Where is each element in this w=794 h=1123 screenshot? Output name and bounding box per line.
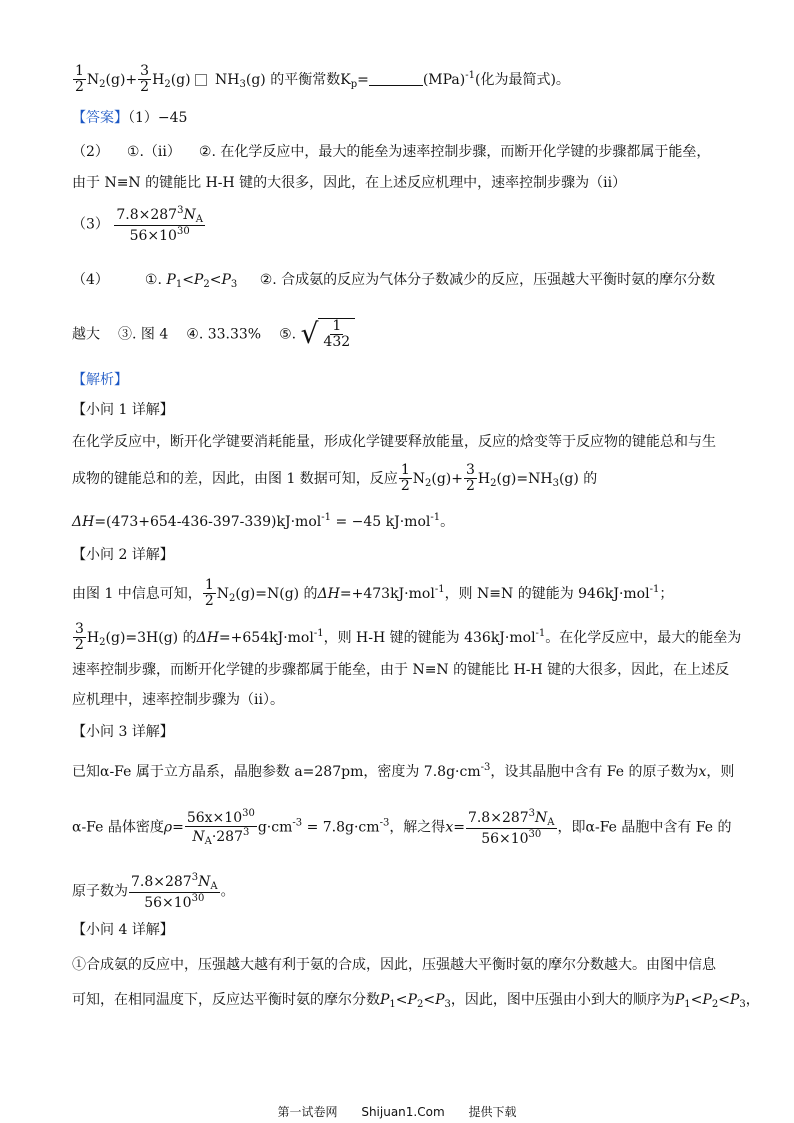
answer-q3-line: （3） $\frac{7.8\times 287^3N_A}{56\times 10^{30}}$ [72,205,203,244]
answer-q4-cont: 越大 ③. 图 4 ④. 33.33% ⑤. √ $\frac{1}{432}$ [72,318,734,351]
paragraph: 已知α-Fe 属于立方晶系，晶胞参数 a=287pm，密度为 $7.8g\cdot cm^{-3}$，设其晶胞中含有 Fe 的原子数为x，则 [72,762,735,780]
paragraph: 在化学反应中，断开化学键要消耗能量，形成化学键要释放能量，反应的焓变等于反应物的键能总和与生 [72,434,716,450]
answer-q4-line: （4） ①. $P_1<P_2<P_3$ ②. 合成氨的反应为气体分子数减少的反应，压强越大平衡时氨的摩尔分数 [72,272,716,290]
equation-line: ΔH=(473+654-436-397-339)kJ·mol$^{-1}$ = −45 kJ·mol$^{-1}$。 [72,512,455,530]
section-title: 【小问 2 详解】 [72,547,174,563]
footer-site-en[interactable]: Shijuan1.Com [361,1105,445,1119]
footer-site-cn: 第一试卷网 [277,1105,338,1119]
paragraph: $\frac{3}{2}$ $H_2(g)=3H(g)$ 的ΔH=+654kJ·mol$^{-1}$，则 H-H 键的键能为 436kJ·mol$^{-1}$。在化学反应中，最大的能垒为 [75,621,742,654]
analysis-label: 【解析】 [72,372,128,388]
paragraph: 应机理中，速率控制步骤为（ii）。 [72,692,284,708]
paragraph: 速率控制步骤，而断开化学键的步骤都属于能垒，由于 N≡N 的键能比 H-H 键的大很多，因此，在上述反 [72,662,730,678]
answer-q2-line: （2） ①.（ii） ②. 在化学反应中，最大的能垒为速率控制步骤，而断开化学键的步骤都属于能垒， [72,144,711,160]
footer-provide: 提供下载 [468,1105,517,1119]
answer-blank [369,85,423,86]
equilibrium-arrow-icon [195,74,207,86]
paragraph: 由图 1 中信息可知， $\frac{1}{2}$ $N_2(g)=N(g)$ 的ΔH=+473kJ·mol$^{-1}$，则 N≡N 的键能为 946kJ·mol$^{-1}$； [72,577,674,610]
paragraph: 原子数为 $\frac{7.8\times 287^3N_A}{56\times 10^{30}}$ 。 [72,872,235,911]
section-title: 【小问 3 详解】 [72,724,174,740]
fraction: $\frac{3}{2}$ [140,63,150,96]
section-title: 【小问 1 详解】 [72,402,174,418]
fraction: $\frac{1}{2}$ [75,63,84,96]
equation-line: α-Fe 晶体密度ρ= $\frac{56x\times 10^{30}}{N_A\cdot 287^3}$ $g\cdot cm^{-3} = 7.8g\cdot cm^{-3}$，解之得x= $\frac{7.8\times 287^3N_A}{56\times 10^{30}}$ ，即α-Fe 晶胞中含有 Fe 的 [72,808,732,848]
paragraph: ①合成氨的反应中，压强越大越有利于氨的合成，因此，压强越大平衡时氨的摩尔分数越大。由图中信息 [72,957,716,973]
sqrt-expression: √ $\frac{1}{432}$ [301,318,356,351]
answer-q1-line: 【答案】（1）−45 [72,110,188,126]
paragraph: 可知，在相同温度下，反应达平衡时氨的摩尔分数$P_1<P_2<P_3$，因此，图中压强由小到大的顺序为$P_1<P_2<P_3$， [72,992,760,1010]
intro-line: $\frac{1}{2}$ $N_2(g)+$ $\frac{3}{2}$ $H_2(g)$ $NH_3(g)$ 的平衡常数$K_p= (MPa)^{-1}$(化为最简式)。 [75,63,570,96]
section-title: 【小问 4 详解】 [72,922,174,938]
answer-q2-cont: 由于 N≡N 的键能比 H-H 键的大很多，因此，在上述反应机理中，速率控制步骤为（ii） [72,175,627,191]
page-footer [0,1103,794,1120]
answer-label: 【答案】 [72,110,128,126]
paragraph: 成物的键能总和的差，因此，由图 1 数据可知，反应 $\frac{1}{2}$ $N_2(g)+$ $\frac{3}{2}$ $H_2(g)=NH_3(g)$ 的 [72,462,598,495]
